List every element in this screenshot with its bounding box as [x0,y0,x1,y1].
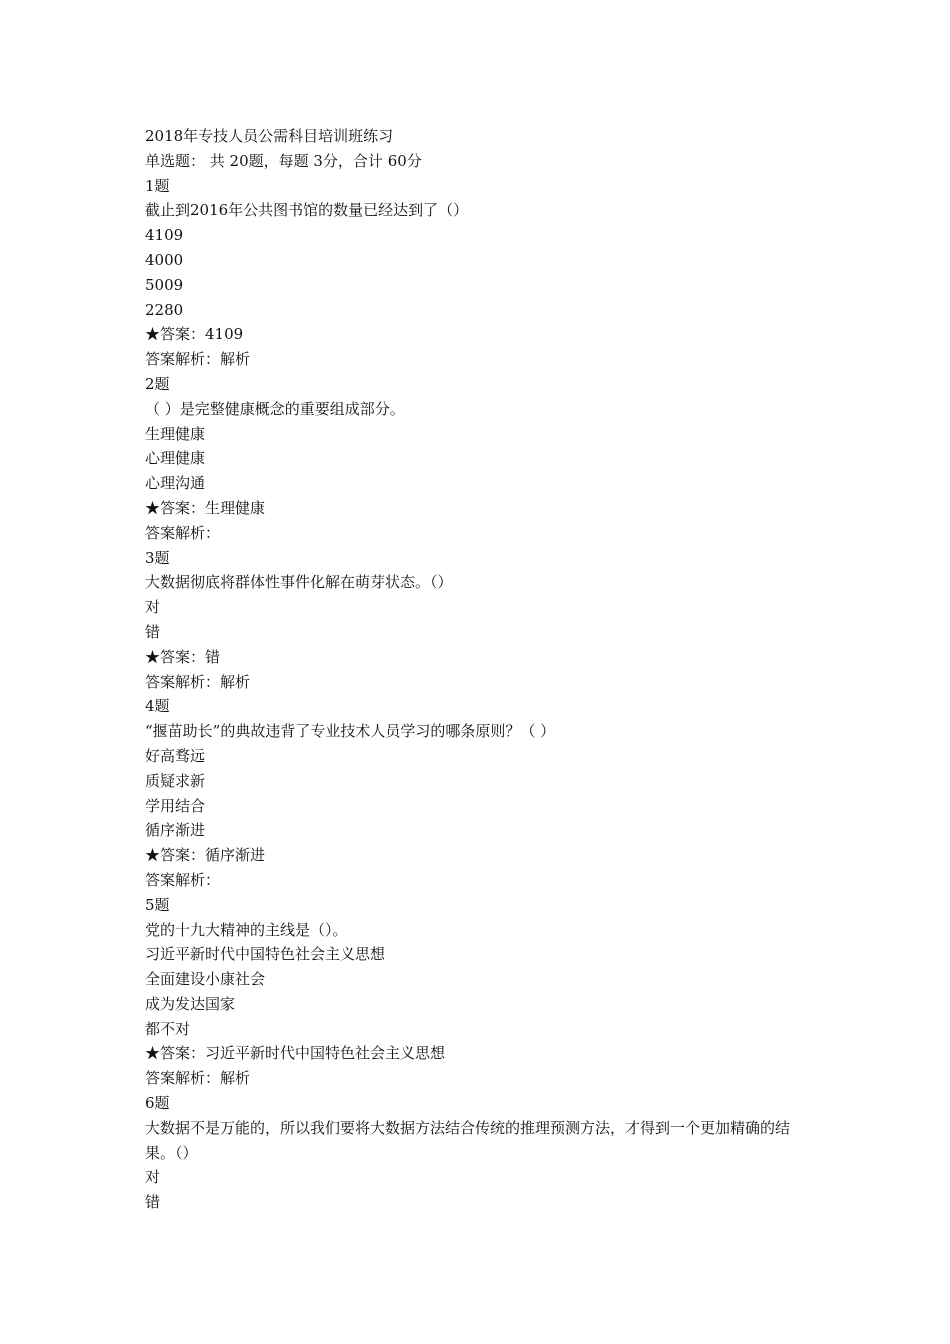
option: 错 [145,1193,161,1212]
option: 对 [145,1168,161,1187]
option: 错 [145,622,161,641]
question-number: 3题 [145,548,170,567]
question-block [145,694,815,892]
option: 全面建设小康社会 [145,970,266,989]
option: 2280 [145,300,184,319]
question-text: 截止到2016年公共图书馆的数量已经达到了（） [145,201,469,220]
answer: ★答案：习近平新时代中国特色社会主义思想 [145,1044,446,1063]
option: 心理健康 [145,449,206,468]
question-text: （ ）是完整健康概念的重要组成部分。 [145,399,405,418]
question-number: 6题 [145,1094,170,1113]
option: 心理沟通 [145,474,206,493]
answer-analysis: 答案解析： [145,870,221,889]
question-text: “揠苗助长”的典故违背了专业技术人员学习的哪条原则？（ ） [145,722,556,741]
option: 好高骛远 [145,746,206,765]
answer-analysis: 答案解析： [145,523,221,542]
question-number: 2题 [145,374,170,393]
question-block [145,1091,815,1215]
question-block [145,174,815,372]
document-title: 2018年专技人员公需科目培训班练习 [145,127,394,145]
option: 4109 [145,226,184,245]
question-number: 5题 [145,895,170,914]
option: 成为发达国家 [145,994,236,1013]
answer: ★答案：循序渐进 [145,846,266,865]
answer-analysis: 答案解析：解析 [145,672,251,691]
answer-analysis: 答案解析：解析 [145,1069,251,1088]
option: 学用结合 [145,796,206,815]
question-number: 4题 [145,697,170,716]
question-block [145,893,815,1091]
option: 5009 [145,275,184,294]
option: 4000 [145,250,184,269]
option: 对 [145,598,161,617]
section-header: 单选题： 共 20题，每题 3分，合计 60分 [145,151,422,170]
answer: ★答案：4109 [145,325,244,344]
question-text: 大数据彻底将群体性事件化解在萌芽状态。（） [145,573,453,592]
question-text: 党的十九大精神的主线是（）。 [145,920,348,939]
answer: ★答案：错 [145,647,221,666]
question-text: 大数据不是万能的，所以我们要将大数据方法结合传统的推理预测方法，才得到一个更加精确的结果。（） [145,1118,791,1162]
answer-analysis: 答案解析：解析 [145,350,251,369]
option: 都不对 [145,1019,191,1038]
answer: ★答案：生理健康 [145,498,266,517]
question-number: 1题 [145,176,170,195]
question-block [145,372,815,546]
option: 质疑求新 [145,771,206,790]
option: 习近平新时代中国特色社会主义思想 [145,945,386,964]
option: 循序渐进 [145,821,206,840]
document-page [145,124,815,1215]
option: 生理健康 [145,424,206,443]
question-block [145,546,815,695]
